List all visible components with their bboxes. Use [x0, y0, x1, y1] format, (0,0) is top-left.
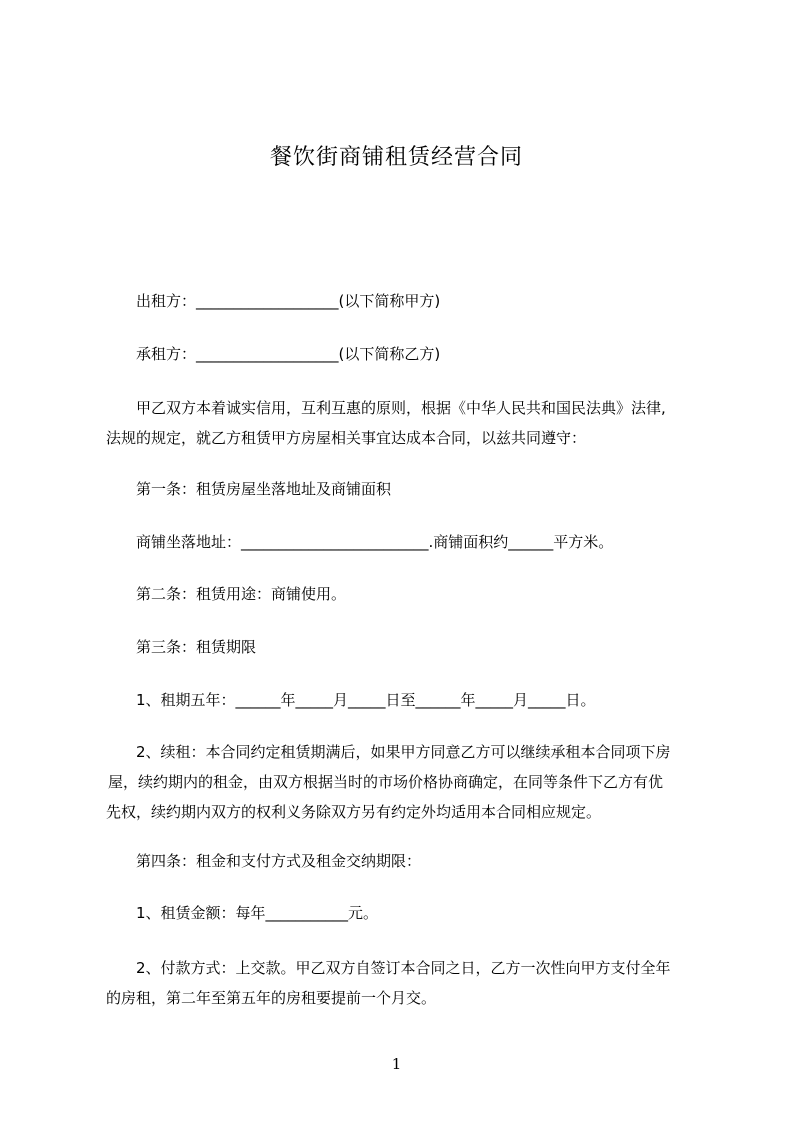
article-3-title: 第三条：租赁期限: [136, 638, 257, 656]
article-3-item-1: 1、租期五年：______年_____月_____日至______年_____月_____日。: [136, 691, 596, 709]
document-title: 餐饮街商铺租赁经营合同: [269, 145, 523, 170]
article-3-item-2-line-2: 屋，续约期内的租金，由双方根据当时的市场价格协商确定，在同等条件下乙方有优: [108, 773, 664, 791]
article-3-item-2-line-3: 先权，续约期内双方的权利义务除双方另有约定外均适用本合同相应规定。: [106, 803, 602, 821]
article-1-address: 商铺坐落地址：_________________________.商铺面积约______平方米。: [136, 533, 614, 551]
article-4-title: 第四条：租金和支付方式及租金交纳期限：: [136, 852, 422, 870]
lessee-line: 承租方：___________________(以下简称乙方): [136, 345, 441, 363]
article-2: 第二条：租赁用途：商铺使用。: [136, 585, 347, 603]
article-4-item-1: 1、租赁金额：每年___________元。: [136, 904, 379, 922]
preamble-line-2: 法规的规定，就乙方租赁甲方房屋相关事宜达成本合同，以兹共同遵守：: [106, 429, 587, 447]
preamble-line-1: 甲乙双方本着诚实信用，互利互惠的原则，根据《中华人民共和国民法典》法律,: [136, 399, 666, 417]
article-4-item-2: [106, 953, 716, 1013]
preamble-paragraph: [106, 393, 716, 453]
article-3-item-2: [106, 737, 716, 827]
lessor-line: 出租方：___________________(以下简称甲方): [136, 292, 441, 310]
article-1-title: 第一条：租赁房屋坐落地址及商铺面积: [136, 480, 392, 498]
page-number: 1: [391, 1055, 402, 1073]
article-4-item-2-line-1: 2、付款方式：上交款。甲乙双方自签订本合同之日，乙方一次性向甲方支付全年: [136, 959, 671, 977]
article-3-item-2-line-1: 2、续租：本合同约定租赁期满后，如果甲方同意乙方可以继续承租本合同项下房: [136, 743, 671, 761]
article-4-item-2-line-2: 的房租，第二年至第五年的房租要提前一个月交。: [106, 989, 437, 1007]
